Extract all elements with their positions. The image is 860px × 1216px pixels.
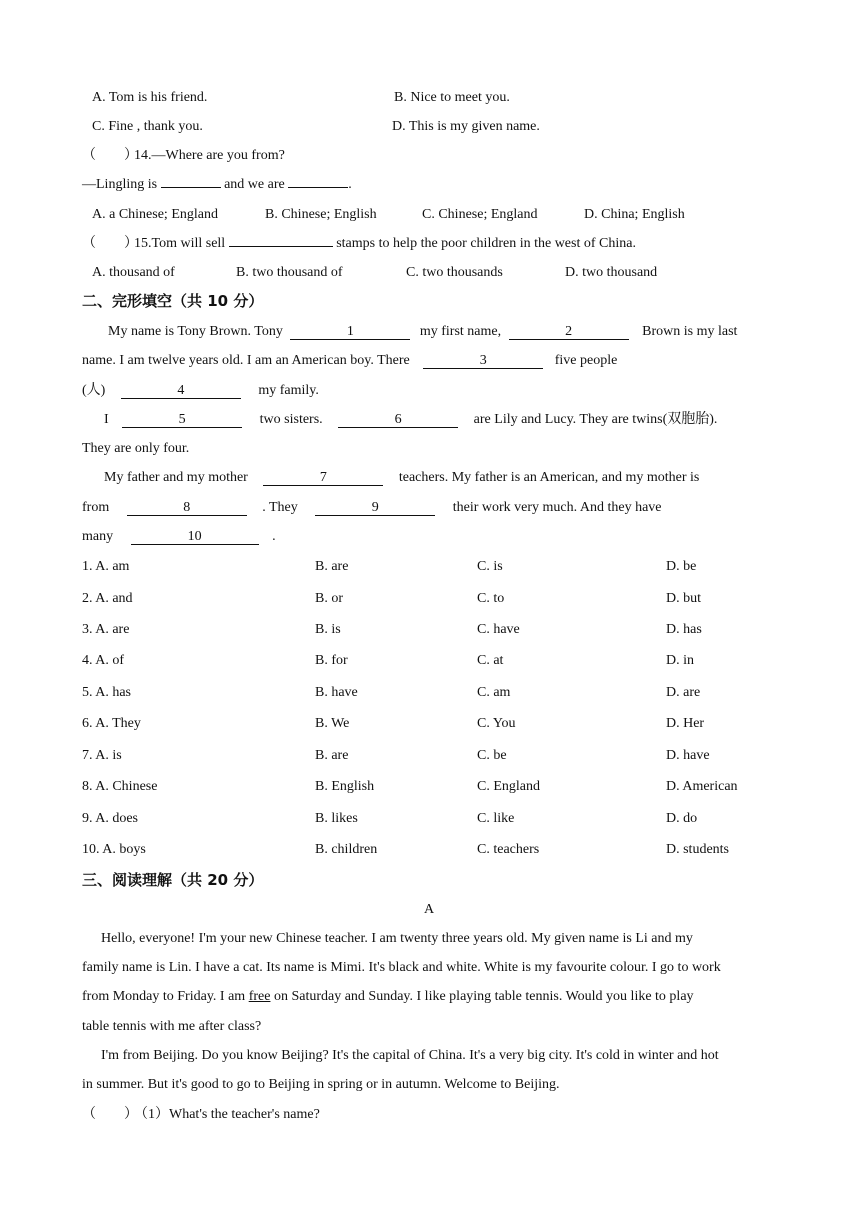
q15-option-a: A. thousand of xyxy=(92,265,175,280)
option-4-b: B. for xyxy=(315,653,348,668)
option-7-a: 7. A. is xyxy=(82,748,122,763)
cloze-text: name. I am twelve years old. I am an American boy. There xyxy=(82,353,410,368)
cloze-line-8 xyxy=(82,528,276,546)
cloze-line-7 xyxy=(82,499,662,517)
cloze-text: five people xyxy=(554,353,618,368)
answer-blank xyxy=(229,246,333,247)
option-3-b: B. is xyxy=(315,622,341,637)
cloze-text: my first name, xyxy=(419,324,502,339)
cloze-text: teachers. My father is an American, and my mother is xyxy=(398,470,700,485)
cloze-line-1 xyxy=(108,323,737,341)
q14-option-c: C. Chinese; England xyxy=(422,207,538,222)
passage-line-3 xyxy=(82,988,694,1006)
option-9-d: D. do xyxy=(666,811,698,826)
passage-line-1: Hello, everyone! I'm your new Chinese teacher. I am twenty three years old. My given name is Li and my xyxy=(101,931,693,946)
cloze-text: . xyxy=(272,529,276,544)
option-5-b: B. have xyxy=(315,685,358,700)
underlined-word: free xyxy=(248,989,271,1004)
cloze-blank-3: 3 xyxy=(423,353,543,369)
option-6-c: C. You xyxy=(477,716,516,731)
cloze-line-5: They are only four. xyxy=(82,441,190,456)
q13-option-c: C. Fine , thank you. xyxy=(92,119,203,134)
cloze-blank-7: 7 xyxy=(263,470,383,486)
answer-paren: （ ） xyxy=(82,236,138,251)
option-10-d: D. students xyxy=(666,842,729,857)
cloze-blank-5: 5 xyxy=(122,412,242,428)
option-7-b: B. are xyxy=(315,748,349,763)
option-5-d: D. are xyxy=(666,685,701,700)
cloze-line-3 xyxy=(82,382,319,400)
q14-stem xyxy=(82,147,285,165)
option-4-a: 4. A. of xyxy=(82,653,124,668)
cloze-text: my family. xyxy=(258,383,319,398)
option-9-c: C. like xyxy=(477,811,515,826)
option-2-a: 2. A. and xyxy=(82,591,133,606)
cloze-text: are Lily and Lucy. They are twins(双胞胎). xyxy=(473,412,718,427)
option-6-d: D. Her xyxy=(666,716,705,731)
cloze-text: . They xyxy=(262,500,298,515)
q14-text: —Lingling is xyxy=(82,177,158,192)
option-10-b: B. children xyxy=(315,842,378,857)
option-8-b: B. English xyxy=(315,779,375,794)
q14-option-a: A. a Chinese; England xyxy=(92,207,218,222)
q15-option-d: D. two thousand xyxy=(565,265,658,280)
passage-line-2: family name is Lin. I have a cat. Its name is Mimi. It's black and white. White is my favourite colour. I go to work xyxy=(82,960,721,975)
option-2-c: C. to xyxy=(477,591,505,606)
passage-line-5: I'm from Beijing. Do you know Beijing? It's the capital of China. It's a very big city. It's cold in winter and hot xyxy=(101,1048,719,1063)
q13-option-d: D. This is my given name. xyxy=(392,119,540,134)
passage-label: A xyxy=(424,902,435,917)
cloze-text: My father and my mother xyxy=(104,470,248,485)
q15-option-c: C. two thousands xyxy=(406,265,503,280)
option-6-a: 6. A. They xyxy=(82,716,141,731)
option-8-a: 8. A. Chinese xyxy=(82,779,158,794)
section-title-reading: 三、阅读理解（共 20 分） xyxy=(82,871,264,889)
cloze-line-4 xyxy=(104,411,717,429)
cloze-blank-8: 8 xyxy=(127,500,247,516)
option-5-a: 5. A. has xyxy=(82,685,131,700)
cloze-blank-1: 1 xyxy=(290,324,410,340)
option-5-c: C. am xyxy=(477,685,511,700)
option-1-b: B. are xyxy=(315,559,349,574)
cloze-blank-2: 2 xyxy=(509,324,629,340)
q13-option-a: A. Tom is his friend. xyxy=(92,90,208,105)
answer-paren: （ ） xyxy=(82,1107,138,1122)
option-4-c: C. at xyxy=(477,653,504,668)
cloze-text: from xyxy=(82,500,110,515)
option-9-b: B. likes xyxy=(315,811,358,826)
option-4-d: D. in xyxy=(666,653,694,668)
option-1-c: C. is xyxy=(477,559,503,574)
option-1-a: 1. A. am xyxy=(82,559,130,574)
option-7-c: C. be xyxy=(477,748,507,763)
section-title-cloze: 二、完形填空（共 10 分） xyxy=(82,292,264,310)
option-3-d: D. has xyxy=(666,622,702,637)
reading-question-1 xyxy=(82,1106,320,1124)
q15-text: stamps to help the poor children in the west of China. xyxy=(336,236,636,251)
option-2-d: D. but xyxy=(666,591,701,606)
cloze-blank-9: 9 xyxy=(315,500,435,516)
cloze-line-2 xyxy=(82,352,617,370)
option-2-b: B. or xyxy=(315,591,343,606)
q14-text: and we are xyxy=(224,177,285,192)
q15-stem xyxy=(82,235,636,253)
option-7-d: D. have xyxy=(666,748,710,763)
passage-line-4: table tennis with me after class? xyxy=(82,1019,262,1034)
option-8-d: D. American xyxy=(666,779,738,794)
cloze-text: their work very much. And they have xyxy=(452,500,662,515)
cloze-text: My name is Tony Brown. Tony xyxy=(108,324,283,339)
cloze-blank-10: 10 xyxy=(131,529,259,545)
passage-text: from Monday to Friday. I am xyxy=(82,989,246,1004)
q14-sentence xyxy=(82,176,352,194)
cloze-text: two sisters. xyxy=(259,412,323,427)
answer-blank xyxy=(288,187,348,188)
option-10-a: 10. A. boys xyxy=(82,842,146,857)
option-9-a: 9. A. does xyxy=(82,811,138,826)
option-10-c: C. teachers xyxy=(477,842,540,857)
cloze-line-6 xyxy=(104,469,699,487)
option-8-c: C. England xyxy=(477,779,540,794)
option-3-c: C. have xyxy=(477,622,520,637)
cloze-blank-6: 6 xyxy=(338,412,458,428)
cloze-text: Brown is my last xyxy=(642,324,738,339)
q15-text: 15.Tom will sell xyxy=(134,236,226,251)
question-text: （1）What's the teacher's name? xyxy=(134,1107,320,1122)
cloze-text: I xyxy=(104,412,109,427)
answer-paren: （ ） xyxy=(82,148,138,163)
q14-question: 14.—Where are you from? xyxy=(134,148,285,163)
passage-text: on Saturday and Sunday. I like playing table tennis. Would you like to play xyxy=(273,989,694,1004)
passage-line-6: in summer. But it's good to go to Beijing in spring or in autumn. Welcome to Beijing. xyxy=(82,1077,560,1092)
q14-option-b: B. Chinese; English xyxy=(265,207,377,222)
option-3-a: 3. A. are xyxy=(82,622,130,637)
q14-text: . xyxy=(348,177,352,192)
cloze-blank-4: 4 xyxy=(121,383,241,399)
cloze-text: (人) xyxy=(82,383,106,398)
q14-option-d: D. China; English xyxy=(584,207,685,222)
option-1-d: D. be xyxy=(666,559,697,574)
option-6-b: B. We xyxy=(315,716,350,731)
q15-option-b: B. two thousand of xyxy=(236,265,343,280)
cloze-text: many xyxy=(82,529,114,544)
q13-option-b: B. Nice to meet you. xyxy=(394,90,510,105)
answer-blank xyxy=(161,187,221,188)
